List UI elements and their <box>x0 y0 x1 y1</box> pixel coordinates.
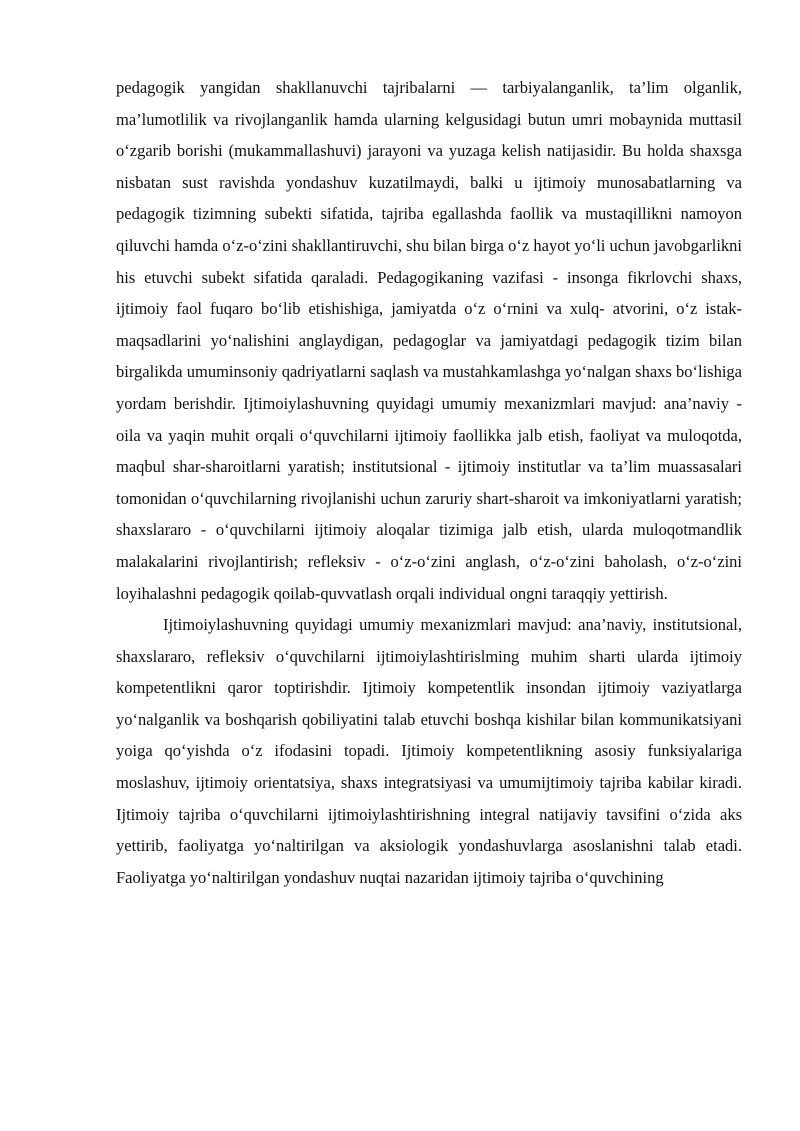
paragraph-2: Ijtimoiylashuvning quyidagi umumiy mexanizmlari mavjud: ana’naviy, institutsional, shaxslararo, refleksiv o‘quvchilarni ijtimoiylashtirislming muhim sharti ularda ijtimoiy kompetentlikni qaror toptirishdir. Ijtimoiy kompetentlik insondan ijtimoiy vaziyatlarga yo‘nalganlik va boshqarish qobiliyatini talab etuvchi boshqa kishilar bilan kommunikatsiyani yoiga qo‘yishda o‘z ifodasini topadi. Ijtimoiy kompetentlikning asosiy funksiyalariga moslashuv, ijtimoiy orientatsiya, shaxs integratsiyasi va umumijtimoiy tajriba kabilar kiradi. Ijtimoiy tajriba o‘quvchilarni ijtimoiylashtirishning integral natijaviy tavsifini o‘zida aks yettirib, faoliyatga yo‘naltirilgan va aksiologik yondashuvlarga asoslanishni talab etadi. Faoliyatga yo‘naltirilgan yondashuv nuqtai nazaridan ijtimoiy tajriba o‘quvchining <box>116 615 742 887</box>
document-page <box>116 72 742 893</box>
paragraph-1: pedagogik yangidan shakllanuvchi tajribalarni — tarbiyalanganlik, ta’lim olganlik, ma’lumotlilik va rivojlanganlik hamda ularning kelgusidagi butun umri mobaynida muttasil o‘zgarib borishi (mukammallashuvi) jarayoni va yuzaga kelish natijasidir. Bu holda shaxsga nisbatan sust ravishda yondashuv kuzatilmaydi, balki u ijtimoiy munosabatlarning va pedagogik tizimning subekti sifatida, tajriba egallashda faollik va mustaqillikni namoyon qiluvchi hamda o‘z-o‘zini shakllantiruvchi, shu bilan birga o‘z hayot yo‘li uchun javobgarlikni his etuvchi subekt sifatida qaraladi. Pedagogikaning vazifasi - insonga fikrlovchi shaxs, ijtimoiy faol fuqaro bo‘lib etishishiga, jamiyatda o‘z o‘rnini va xulq- atvorini, o‘z istak-maqsadlarini yo‘nalishini anglaydigan, pedagoglar va jamiyatdagi pedagogik tizim bilan birgalikda umuminsoniy qadriyatlarni saqlash va mustahkamlashga yo‘nalgan shaxs bo‘lishiga yordam berishdir. Ijtimoiylashuvning quyidagi umumiy mexanizmlari mavjud: ana’naviy - oila va yaqin muhit orqali o‘quvchilarni ijtimoiy faollikka jalb etish, faoliyat va muloqotda, maqbul shar-sharoitlarni yaratish; institutsional - ijtimoiy institutlar va ta’lim muassasalari tomonidan o‘quvchilarning rivojlanishi uchun zaruriy shart-sharoit va imkoniyatlarni yaratish; shaxslararo - o‘quvchilarni ijtimoiy aloqalar tizimiga jalb etish, ularda muloqotmandlik malakalarini rivojlantirish; refleksiv - o‘z-o‘zini anglash, o‘z-o‘zini baholash, o‘z-o‘zini loyihalashni pedagogik qoilab-quvvatlash orqali individual ongni taraqqiy yettirish. <box>116 78 742 603</box>
